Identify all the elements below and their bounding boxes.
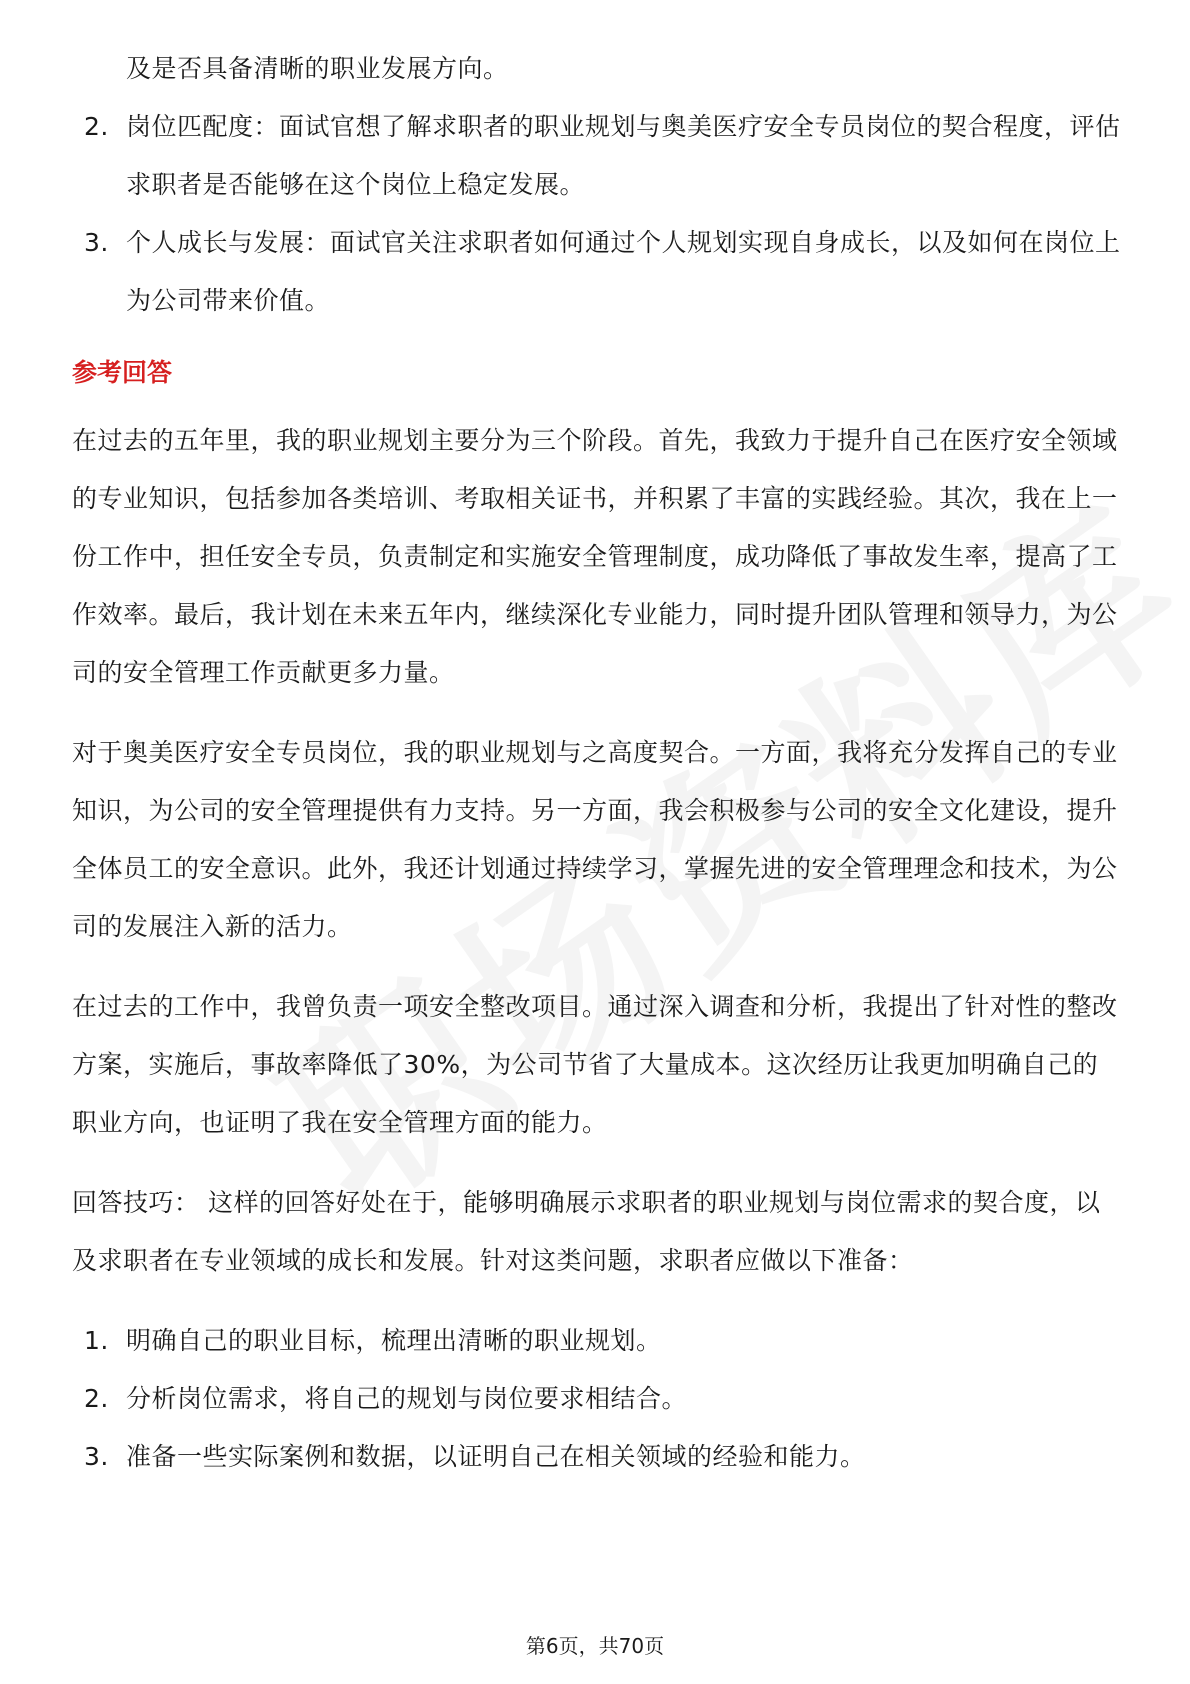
answer-paragraph: 对于奥美医疗安全专员岗位，我的职业规划与之高度契合。一方面，我将充分发挥自己的专业知识，为公司的安全管理提供有力支持。另一方面，我会积极参与公司的安全文化建设，提升全体员工的安全意识。此外，我还计划通过持续学习，掌握先进的安全管理理念和技术，为公司的发展注入新的活力。	[72, 738, 1118, 941]
list-item-text: 分析岗位需求，将自己的规划与岗位要求相结合。	[126, 1384, 688, 1413]
list-number: 2.	[84, 112, 109, 141]
list-item	[72, 98, 1122, 214]
list-item	[72, 214, 1122, 330]
list-number: 2.	[84, 1384, 109, 1413]
answer-paragraph: 在过去的五年里，我的职业规划主要分为三个阶段。首先，我致力于提升自己在医疗安全领域的专业知识，包括参加各类培训、考取相关证书，并积累了丰富的实践经验。其次，我在上一份工作中，担任安全专员，负责制定和实施安全管理制度，成功降低了事故发生率，提高了工作效率。最后，我计划在未来五年内，继续深化专业能力，同时提升团队管理和领导力，为公司的安全管理工作贡献更多力量。	[72, 426, 1118, 687]
list-item-text: 个人成长与发展：面试官关注求职者如何通过个人规划实现自身成长，以及如何在岗位上为公司带来价值。	[126, 228, 1121, 315]
list-item	[72, 1312, 1122, 1370]
page-footer: 第6页，共70页	[525, 1634, 665, 1658]
list-item-text: 明确自己的职业目标，梳理出清晰的职业规划。	[126, 1326, 662, 1355]
tips-paragraph: 回答技巧： 这样的回答好处在于，能够明确展示求职者的职业规划与岗位需求的契合度，以及求职者在专业领域的成长和发展。针对这类问题，求职者应做以下准备：	[72, 1188, 1101, 1275]
list-item-text: 准备一些实际案例和数据，以证明自己在相关领域的经验和能力。	[126, 1442, 866, 1471]
document-page	[72, 40, 1122, 1486]
top-numbered-list	[72, 98, 1122, 330]
list-item-continuation: 及是否具备清晰的职业发展方向。	[126, 54, 509, 83]
list-number: 3.	[84, 228, 109, 257]
list-item-text: 岗位匹配度：面试官想了解求职者的职业规划与奥美医疗安全专员岗位的契合程度，评估求职者是否能够在这个岗位上稳定发展。	[126, 112, 1121, 199]
bottom-numbered-list	[72, 1312, 1122, 1486]
list-number: 3.	[84, 1442, 109, 1471]
answer-paragraph: 在过去的工作中，我曾负责一项安全整改项目。通过深入调查和分析，我提出了针对性的整改方案，实施后，事故率降低了30%，为公司节省了大量成本。这次经历让我更加明确自己的职业方向，也证明了我在安全管理方面的能力。	[72, 992, 1118, 1137]
list-item	[72, 1428, 1122, 1486]
list-item	[72, 1370, 1122, 1428]
section-heading: 参考回答	[72, 358, 173, 387]
list-number: 1.	[84, 1326, 109, 1355]
